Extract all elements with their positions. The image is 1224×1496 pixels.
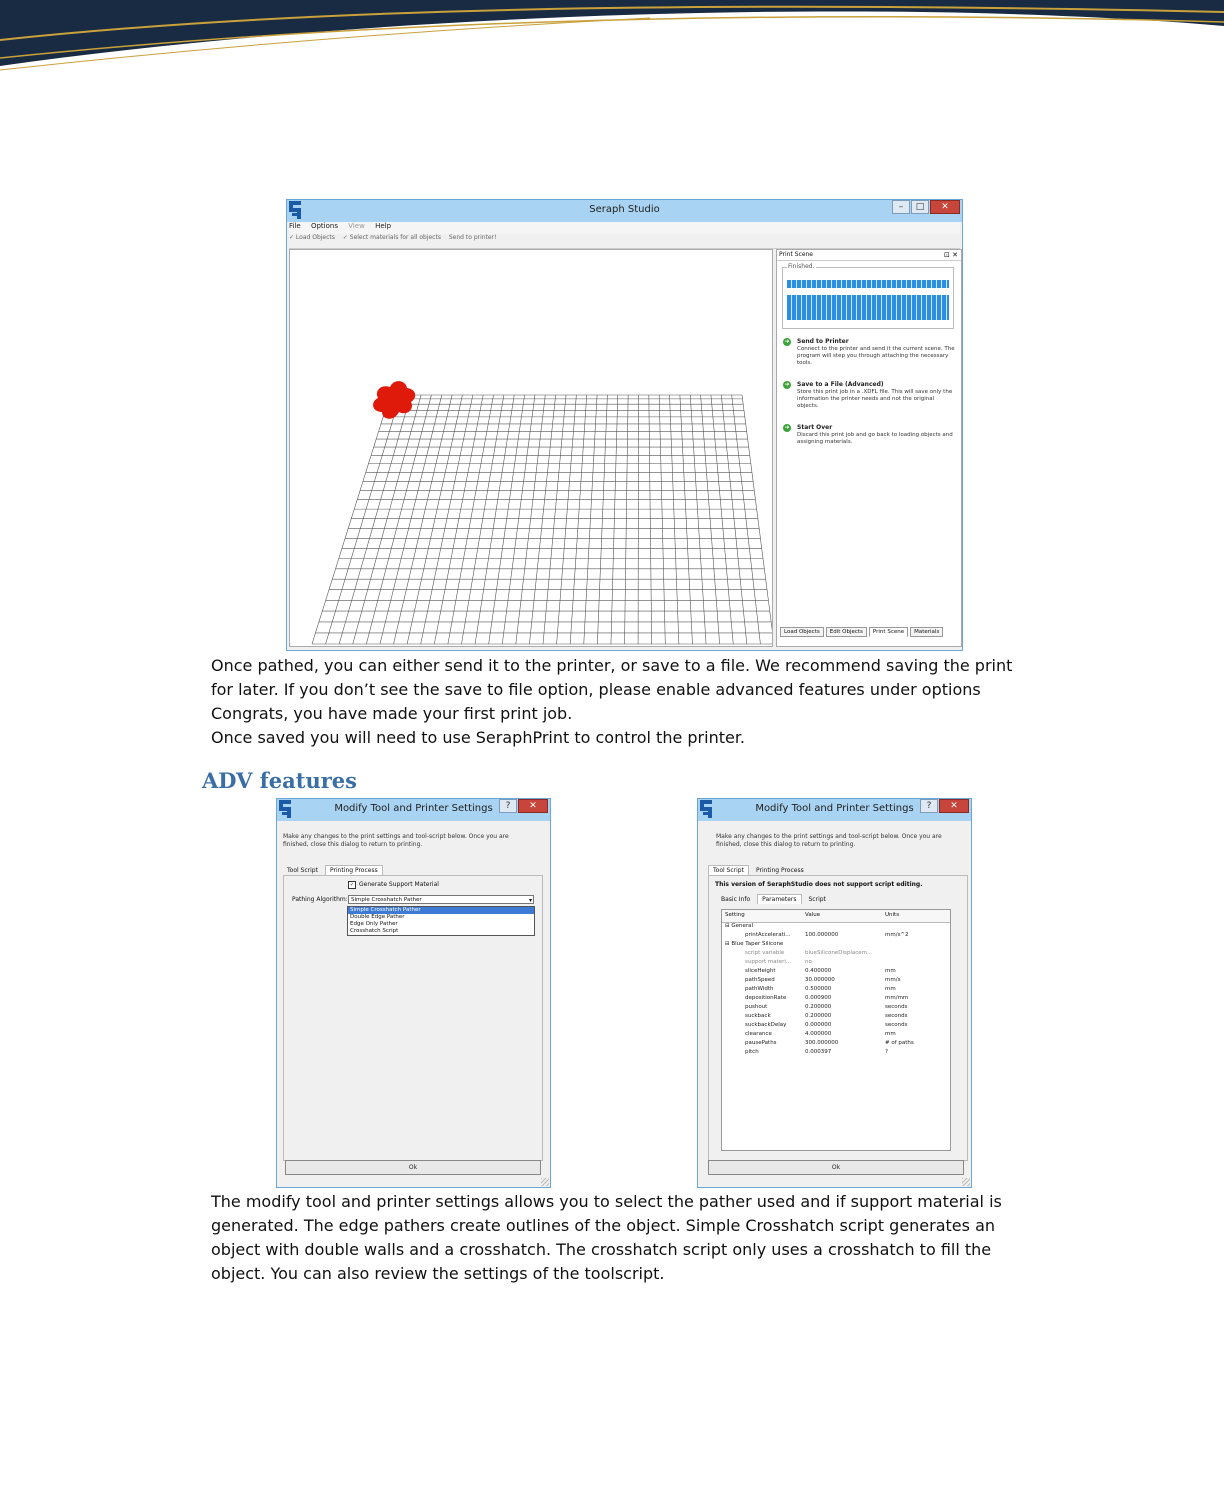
dialog-intro: Make any changes to the print settings and tool-script below. Once you are finished, close this dialog to return to printing. [716, 833, 942, 848]
cell-setting: printAccelerati... [745, 932, 791, 938]
pathing-label: Pathing Algorithm: [292, 896, 348, 903]
cell-units: seconds [885, 1013, 908, 1019]
wizard-toolbar [289, 234, 960, 249]
menu-view[interactable]: View [348, 222, 365, 230]
progress-bar-secondary [787, 295, 949, 320]
checkbox-checked-icon: ✓ [349, 882, 355, 888]
dropdown-option[interactable]: Simple Crosshatch Pather [348, 907, 534, 914]
table-row[interactable] [722, 1040, 950, 1049]
tab-materials[interactable]: Materials [910, 627, 943, 637]
panel-title: Print Scene [779, 251, 814, 258]
column-header-units[interactable]: Units [885, 912, 900, 918]
section-heading: ADV features [202, 768, 357, 793]
window-title: Seraph Studio [589, 204, 660, 215]
menu-options[interactable]: Options [310, 222, 338, 230]
cell-setting: pathSpeed [745, 977, 775, 983]
paragraph-line: Once saved you will need to use SeraphPrint to control the printer. [211, 728, 746, 747]
dialog-tabs [283, 865, 386, 875]
close-button[interactable]: ✕ [939, 799, 969, 813]
paragraph-line: for later. If you don’t see the save to file option, please enable advanced features under options [211, 680, 981, 699]
arrow-right-icon: ➜ [784, 381, 790, 388]
table-row[interactable] [722, 1013, 950, 1022]
cell-units: mm [885, 1031, 896, 1037]
cell-units: mm/mm [885, 995, 909, 1001]
dialog-tabs [708, 865, 811, 875]
cell-setting: pausePaths [745, 1040, 777, 1046]
minimize-button[interactable]: – [892, 200, 910, 214]
table-row[interactable] [722, 995, 950, 1004]
seraph-studio-window [286, 199, 963, 651]
table-row[interactable] [722, 1022, 950, 1031]
resize-grip-icon[interactable] [962, 1178, 970, 1186]
window-titlebar [287, 200, 962, 222]
modify-settings-dialog-left [276, 798, 551, 1188]
script-subtabs [717, 894, 833, 904]
parameters-table [721, 909, 951, 1151]
dropdown-option[interactable]: Crosshatch Script [350, 928, 399, 934]
toolbar-select-materials[interactable]: ✓ Select materials for all objects [342, 234, 441, 241]
modify-settings-dialog-right [697, 798, 972, 1188]
paragraph-intro [211, 654, 1012, 750]
table-row[interactable] [722, 968, 950, 977]
dialog-intro: Make any changes to the print settings and tool-script below. Once you are finished, close this dialog to return to printing. [283, 833, 509, 848]
panel-tabs [780, 627, 945, 637]
dialog-titlebar [277, 799, 550, 821]
checkbox-label: Generate Support Material [359, 881, 439, 888]
action-desc: Discard this print job and go back to loading objects and assigning materials. [797, 432, 953, 445]
dialog-title: Modify Tool and Printer Settings [334, 803, 493, 814]
resize-grip-icon[interactable] [541, 1178, 549, 1186]
table-row[interactable] [722, 932, 950, 941]
paragraph-description [211, 1190, 1002, 1286]
subtab-script[interactable]: Script [808, 896, 826, 903]
maximize-button[interactable]: □ [911, 200, 929, 214]
cell-setting: script variable [745, 950, 785, 956]
cell-value: 4.000000 [805, 1031, 832, 1037]
cell-units: ? [885, 1049, 888, 1055]
help-button[interactable]: ? [499, 799, 517, 813]
cell-value: no [805, 959, 812, 965]
dialog-titlebar [698, 799, 971, 821]
cell-setting: clearance [745, 1031, 772, 1037]
table-row[interactable] [722, 1049, 950, 1058]
cell-units: mm [885, 968, 896, 974]
cell-setting: ⊟ General [725, 923, 754, 929]
table-row[interactable] [722, 950, 950, 959]
panel-pin-close-icon[interactable]: ⊡ ✕ [944, 251, 958, 259]
cell-setting: support materi... [745, 959, 792, 965]
cell-value: 0.000397 [805, 1049, 832, 1055]
paragraph-line: Once pathed, you can either send it to the printer, or save to a file. We recommend saving the print [211, 656, 1013, 675]
toolbar-load-objects[interactable]: ✓ Load Objects [289, 234, 335, 241]
status-label: Finished. [788, 263, 815, 270]
cell-units: # of paths [885, 1040, 914, 1046]
subtab-parameters[interactable]: Parameters [757, 894, 801, 904]
pathing-select[interactable] [348, 895, 534, 904]
paragraph-line: generated. The edge pathers create outlines of the object. Simple Crosshatch script generates an [211, 1216, 996, 1235]
cell-units: seconds [885, 1004, 908, 1010]
tab-tool-script[interactable]: Tool Script [708, 865, 749, 875]
paragraph-line: object with double walls and a crosshatch. The crosshatch script only uses a crosshatch to fill the [211, 1240, 992, 1259]
arrow-right-icon: ➜ [784, 338, 790, 345]
close-button[interactable]: ✕ [930, 200, 960, 214]
cell-setting: pitch [745, 1049, 759, 1055]
cell-value: 0.400000 [805, 968, 832, 974]
progress-bar-primary [787, 280, 949, 288]
help-button[interactable]: ? [920, 799, 938, 813]
support-material-checkbox[interactable] [348, 881, 439, 889]
table-row[interactable] [722, 959, 950, 968]
cell-value: blueSiliconeDisplacem... [805, 950, 873, 956]
cell-units: mm [885, 986, 896, 992]
tab-print-scene[interactable]: Print Scene [869, 627, 908, 637]
tab-printing-process[interactable]: Printing Process [325, 865, 383, 875]
action-desc: Connect to the printer and send it the current scene. The program will step you through attaching the necessary tools. [797, 346, 955, 366]
cell-units: seconds [885, 1022, 908, 1028]
build-plate-grid [290, 250, 773, 647]
table-row[interactable] [722, 941, 950, 950]
cell-setting: ⊟ Blue Taper Silicone [725, 941, 784, 947]
cell-setting: suckbackDelay [745, 1022, 787, 1028]
panel-header [777, 250, 961, 261]
tab-printing-process[interactable]: Printing Process [755, 867, 804, 874]
chevron-down-icon: ▾ [528, 897, 532, 904]
tab-edit-objects[interactable]: Edit Objects [826, 627, 867, 637]
pathing-dropdown-list [347, 906, 535, 936]
menu-file[interactable]: File [289, 222, 301, 230]
cell-setting: pathWidth [745, 986, 774, 992]
dropdown-option[interactable]: Double Edge Pather [350, 914, 405, 920]
cell-value: 0.000000 [805, 1022, 832, 1028]
cell-setting: suckback [745, 1013, 771, 1019]
table-row[interactable] [722, 923, 950, 932]
table-header [722, 910, 950, 923]
paragraph-line: Congrats, you have made your first print job. [211, 704, 573, 723]
cell-value: 0.200000 [805, 1004, 832, 1010]
ok-button[interactable]: Ok [708, 1160, 964, 1175]
action-desc: Store this print job in a .XDFL file. This will save only the information the printer needs and not the original objects. [797, 389, 953, 409]
menu-help[interactable]: Help [375, 222, 392, 230]
cell-value: 30.000000 [805, 977, 835, 983]
3d-viewport[interactable] [289, 249, 773, 647]
subtab-basic-info[interactable]: Basic Info [721, 896, 751, 903]
cell-setting: depositionRate [745, 995, 787, 1001]
dropdown-option[interactable]: Edge Only Pather [350, 921, 398, 927]
tab-tool-script[interactable]: Tool Script [287, 867, 318, 874]
menu-bar [289, 222, 960, 234]
cell-value: 100.000000 [805, 932, 839, 938]
paragraph-line: object. You can also review the settings of the toolscript. [211, 1264, 665, 1283]
action-title: Start Over [797, 424, 833, 431]
paragraph-line: The modify tool and printer settings allows you to select the pather used and if support material is [211, 1192, 1002, 1211]
table-row[interactable] [722, 977, 950, 986]
toolbar-send-to-printer[interactable]: Send to printer! [448, 234, 497, 241]
cell-value: 300.000000 [805, 1040, 839, 1046]
script-notice: This version of SeraphStudio does not support script editing. [715, 881, 923, 888]
arrow-right-icon: ➜ [784, 424, 790, 431]
cell-setting: sliceHeight [745, 968, 776, 974]
table-row[interactable] [722, 1004, 950, 1013]
cell-value: 0.000900 [805, 995, 832, 1001]
cell-units: mm/s^2 [885, 932, 909, 938]
ok-button[interactable]: Ok [285, 1160, 541, 1175]
tab-load-objects[interactable]: Load Objects [780, 627, 824, 637]
print-scene-panel [776, 249, 962, 647]
column-header-setting[interactable]: Setting [725, 912, 745, 918]
table-row[interactable] [722, 986, 950, 995]
pathing-selected-value: Simple Crosshatch Pather [351, 897, 422, 903]
cell-units: mm/s [885, 977, 901, 983]
progress-group [782, 263, 954, 329]
cell-value: 0.500000 [805, 986, 832, 992]
header-banner [0, 0, 1224, 80]
table-row[interactable] [722, 1031, 950, 1040]
dialog-title: Modify Tool and Printer Settings [755, 803, 914, 814]
column-header-value[interactable]: Value [805, 912, 821, 918]
cell-value: 0.200000 [805, 1013, 832, 1019]
close-button[interactable]: ✕ [518, 799, 548, 813]
action-title: Save to a File (Advanced) [797, 381, 884, 388]
cell-setting: pushout [745, 1004, 768, 1010]
action-title: Send to Printer [797, 338, 849, 345]
